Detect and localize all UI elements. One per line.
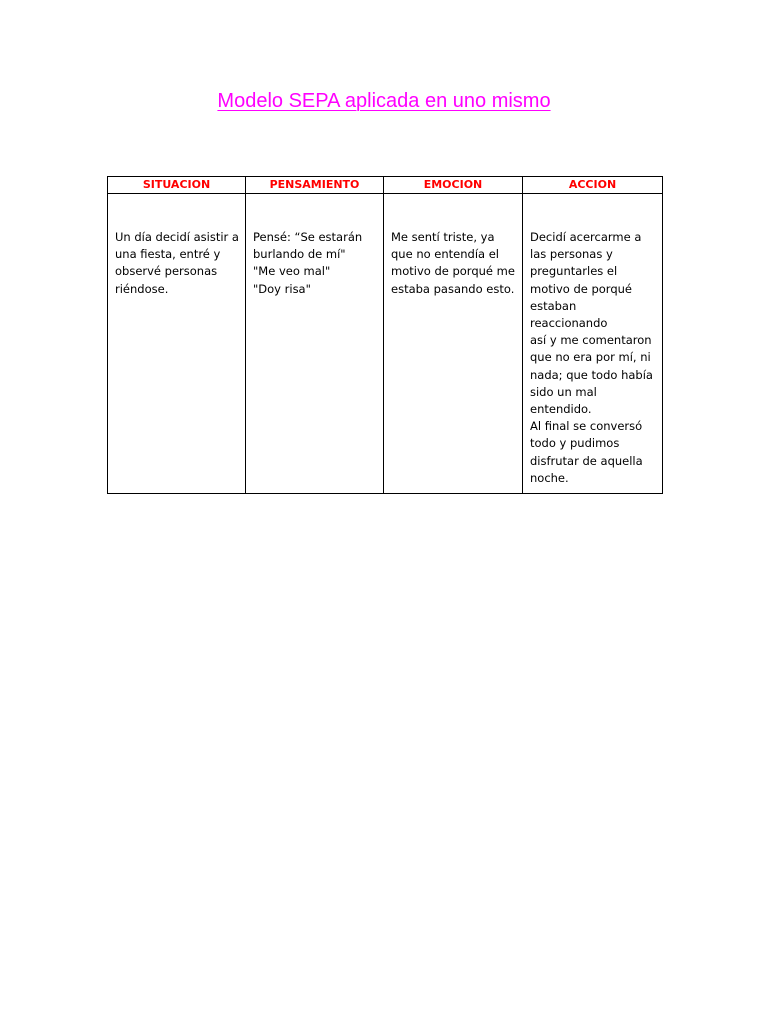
table-header-row [108,177,663,194]
emocion-text: Me sentí triste, ya que no entendía el motivo de porqué me estaba pasando esto. [391,230,515,296]
accion-text: Decidí acercarme a las personas y preguntarles el motivo de porqué estaban reaccionando así y me comentaron que no era por mí, ni nada; que todo había sido un mal entendido. Al final se conversó todo y pudimos disfrutar de aquella noche. [530,230,653,485]
header-accion: ACCION [523,177,663,194]
cell-pensamiento [246,194,384,494]
header-emocion: EMOCION [384,177,523,194]
situacion-text: Un día decidí asistir a una fiesta, entré y observé personas riéndose. [115,230,239,296]
header-situacion: SITUACION [108,177,246,194]
cell-situacion [108,194,246,494]
sepa-table [107,176,663,494]
table-row [108,194,663,494]
header-pensamiento: PENSAMIENTO [246,177,384,194]
cell-accion [523,194,663,494]
document-title: Modelo SEPA aplicada en uno mismo [217,90,551,112]
pensamiento-text: Pensé: “Se estarán burlando de mí" "Me veo mal" "Doy risa" [253,230,363,296]
cell-emocion [384,194,523,494]
